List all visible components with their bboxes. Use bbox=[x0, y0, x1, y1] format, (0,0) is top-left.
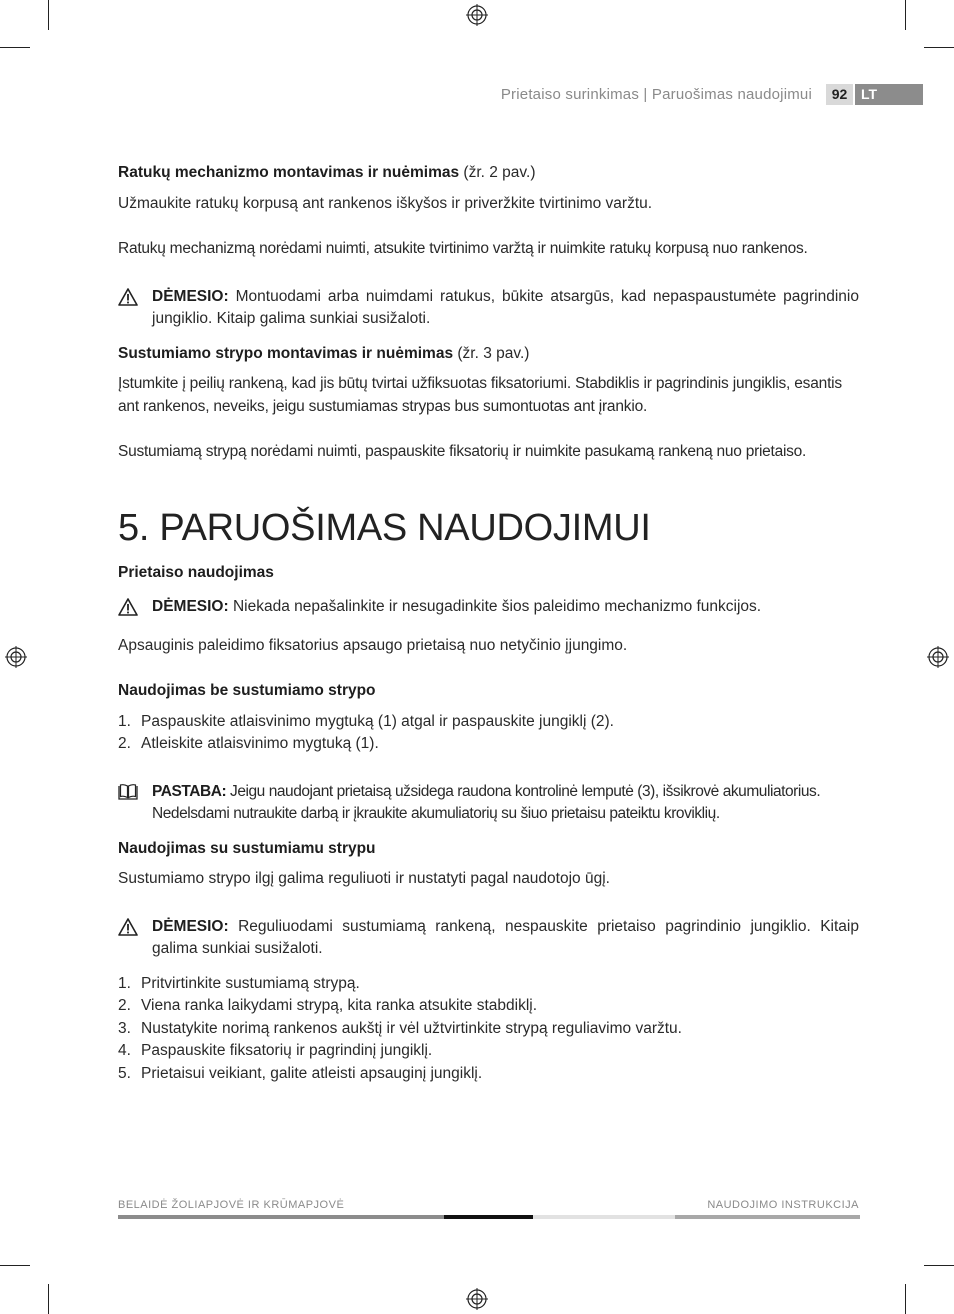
warning-triangle-icon bbox=[118, 288, 138, 306]
figure-reference: (žr. 3 pav.) bbox=[457, 344, 530, 362]
running-header: Prietaiso surinkimas | Paruošimas naudojimui bbox=[500, 86, 812, 103]
paragraph: Užmaukite ratukų korpusą ant rankenos iškyšos ir priveržkite tvirtinimo varžtu. bbox=[118, 194, 653, 212]
section-heading bbox=[118, 162, 859, 185]
list-item: 2. Atleiskite atlaisvinimo mygtuką (1). bbox=[118, 735, 379, 752]
warning-triangle-icon bbox=[118, 598, 138, 616]
registration-mark-icon bbox=[927, 646, 949, 668]
warning-text: Reguliuodami sustumiamą rankeną, nespauskite prietaiso pagrindinio jungiklio. Kitaip galima sunkiai susižaloti. bbox=[152, 917, 859, 957]
registration-mark-icon bbox=[466, 1288, 488, 1310]
crop-mark bbox=[48, 1284, 49, 1314]
list-item: 4. Paspauskite fiksatorių ir pagrindinį jungiklį. bbox=[118, 1042, 433, 1059]
list-item: 1. Pritvirtinkite sustumiamą strypą. bbox=[118, 974, 360, 992]
warning-block bbox=[118, 286, 859, 331]
list-item: 1. Paspauskite atlaisvinimo mygtuką (1) atgal ir paspauskite jungiklį (2). bbox=[118, 712, 614, 730]
note-label: PASTABA: bbox=[152, 782, 227, 800]
footer-rule bbox=[533, 1215, 675, 1219]
footer-rule bbox=[118, 1215, 444, 1219]
section-heading: Naudojimas su sustumiamu strypu bbox=[118, 839, 376, 857]
chapter-title: 5. PARUOŠIMAS NAUDOJIMUI bbox=[118, 506, 651, 549]
page-body bbox=[118, 162, 859, 1085]
list-item: 2. Viena ranka laikydami strypą, kita ranka atsukite stabdiklį. bbox=[118, 997, 538, 1014]
warning-block bbox=[118, 596, 859, 619]
warning-triangle-icon bbox=[118, 918, 138, 936]
warning-label: DĖMESIO: bbox=[152, 598, 229, 615]
registration-mark-icon bbox=[5, 646, 27, 668]
crop-mark bbox=[0, 47, 30, 48]
page-number: 92 bbox=[826, 84, 853, 105]
paragraph: Įstumkite į peilių rankeną, kad jis būtų tvirtai užfiksuotas fiksatoriumi. Stabdiklis ir pagrindinis jungiklis, esantis ant rankenos, neveiks, jeigu sustumiamas strypas bus sumontuotas ant įrankio. bbox=[118, 375, 842, 415]
paragraph: Ratukų mechanizmą norėdami nuimti, atsukite tvirtinimo varžtą ir nuimkite ratukų korpusą nuo rankenos. bbox=[118, 240, 808, 257]
note-text: Jeigu naudojant prietaisą užsidega raudona kontrolinė lemputė (3), išsikrovė akumuliatorius. Nedelsdami nutraukite darbą ir įkraukite akumuliatorių su šiuo prietaisu pateiktu kroviklių. bbox=[152, 782, 821, 822]
crop-mark bbox=[924, 1265, 954, 1266]
footer-rule bbox=[444, 1215, 533, 1219]
warning-block bbox=[118, 916, 859, 961]
crop-mark bbox=[924, 47, 954, 48]
footer-doc-type: NAUDOJIMO INSTRUKCIJA bbox=[707, 1199, 859, 1211]
warning-label: DĖMESIO: bbox=[152, 287, 229, 305]
note-book-icon bbox=[118, 783, 138, 801]
crop-mark bbox=[905, 0, 906, 30]
figure-reference: (žr. 2 pav.) bbox=[463, 164, 536, 181]
paragraph: Sustumiamo strypo ilgį galima reguliuoti ir nustatyti pagal naudotojo ūgį. bbox=[118, 870, 610, 887]
crop-mark bbox=[48, 0, 49, 30]
footer-product-name: BELAIDĖ ŽOLIAPJOVĖ IR KRŪMAPJOVĖ bbox=[118, 1199, 345, 1211]
steps-list bbox=[118, 711, 859, 756]
section-heading: Naudojimas be sustumiamo strypo bbox=[118, 682, 376, 699]
paragraph: Apsauginis paleidimo fiksatorius apsaugo prietaisą nuo netyčinio įjungimo. bbox=[118, 636, 628, 654]
steps-list bbox=[118, 973, 859, 1086]
language-tab: LT bbox=[855, 84, 923, 105]
warning-label: DĖMESIO: bbox=[152, 917, 229, 935]
crop-mark bbox=[0, 1265, 30, 1266]
crop-mark bbox=[905, 1284, 906, 1314]
section-heading bbox=[118, 343, 859, 366]
warning-text: Niekada nepašalinkite ir nesugadinkite šios paleidimo mechanizmo funkcijos. bbox=[232, 598, 762, 615]
list-item: 3. Nustatykite norimą rankenos aukštį ir vėl užtvirtinkite strypą reguliavimo varžtu. bbox=[118, 1019, 682, 1037]
note-block bbox=[118, 781, 859, 826]
paragraph: Sustumiamą strypą norėdami nuimti, paspauskite fiksatorių ir nuimkite pasukamą rankeną nuo prietaiso. bbox=[118, 443, 807, 460]
list-item: 5. Prietaisui veikiant, galite atleisti apsauginį jungiklį. bbox=[118, 1064, 483, 1082]
registration-mark-icon bbox=[466, 4, 488, 26]
section-heading: Prietaiso naudojimas bbox=[118, 563, 274, 581]
heading-text: Sustumiamo strypo montavimas ir nuėmimas bbox=[118, 344, 454, 362]
warning-text: Montuodami arba nuimdami ratukus, būkite atsargūs, kad nepaspaustumėte pagrindinio jungiklio. Kitaip galima sunkiai susižaloti. bbox=[152, 287, 859, 327]
footer-rule bbox=[675, 1215, 860, 1219]
heading-text: Ratukų mechanizmo montavimas ir nuėmimas bbox=[118, 164, 460, 181]
